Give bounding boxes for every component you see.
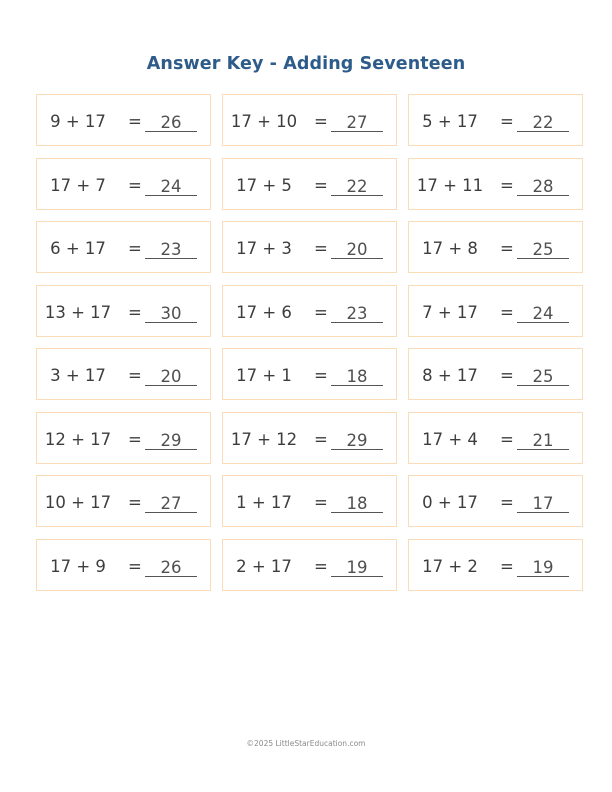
answer-value: 26	[145, 560, 197, 577]
problem-row	[36, 221, 576, 285]
equals-sign: =	[500, 112, 514, 131]
answer-value: 30	[145, 306, 197, 323]
problem-cell	[36, 475, 211, 527]
problem-cell	[222, 94, 397, 146]
equals-sign: =	[128, 302, 142, 322]
problem-text: 17 + 6	[236, 302, 292, 322]
problem-row	[36, 539, 576, 603]
answer-value: 21	[517, 433, 569, 450]
problem-cell	[222, 348, 397, 400]
answer-value: 24	[145, 179, 197, 196]
problem-cell	[408, 285, 583, 337]
problem-cell	[222, 412, 397, 464]
problem-text: 6 + 17	[50, 239, 106, 258]
answer-value: 18	[331, 369, 383, 386]
problem-text: 7 + 17	[422, 302, 478, 322]
equals-sign: =	[314, 239, 328, 258]
problem-text: 2 + 17	[236, 556, 292, 576]
problem-cell	[222, 285, 397, 337]
problem-cell	[222, 158, 397, 210]
problem-cell	[36, 539, 211, 591]
problem-text: 5 + 17	[422, 112, 478, 131]
equals-sign: =	[314, 366, 328, 385]
problem-cell	[36, 285, 211, 337]
equals-sign: =	[128, 429, 142, 449]
problem-cell	[408, 221, 583, 273]
problem-cell	[222, 221, 397, 273]
problem-text: 17 + 4	[422, 429, 478, 449]
problem-text: 8 + 17	[422, 366, 478, 385]
answer-value: 26	[145, 115, 197, 132]
problem-cell	[408, 94, 583, 146]
problem-text: 12 + 17	[44, 429, 112, 449]
problem-cell	[408, 348, 583, 400]
answer-value: 25	[517, 369, 569, 386]
problem-grid	[36, 94, 576, 602]
equals-sign: =	[500, 493, 514, 512]
problem-text: 3 + 17	[50, 366, 106, 385]
problem-text: 17 + 10	[230, 112, 298, 131]
answer-value: 18	[331, 496, 383, 513]
equals-sign: =	[314, 556, 328, 576]
problem-text: 17 + 12	[230, 429, 298, 449]
equals-sign: =	[314, 302, 328, 322]
answer-value: 17	[517, 496, 569, 513]
equals-sign: =	[500, 366, 514, 385]
answer-value: 20	[331, 242, 383, 259]
equals-sign: =	[128, 493, 142, 512]
problem-row	[36, 94, 576, 158]
problem-text: 9 + 17	[50, 112, 106, 131]
problem-text: 17 + 7	[50, 175, 106, 195]
answer-value: 27	[145, 496, 197, 513]
problem-cell	[36, 158, 211, 210]
answer-value: 29	[145, 433, 197, 450]
answer-value: 23	[145, 242, 197, 259]
equals-sign: =	[500, 556, 514, 576]
problem-text: 17 + 11	[416, 175, 484, 195]
problem-cell	[222, 475, 397, 527]
equals-sign: =	[500, 429, 514, 449]
equals-sign: =	[128, 112, 142, 131]
problem-text: 17 + 2	[422, 556, 478, 576]
problem-text: 17 + 3	[236, 239, 292, 258]
equals-sign: =	[128, 556, 142, 576]
problem-row	[36, 475, 576, 539]
problem-text: 17 + 8	[422, 239, 478, 258]
problem-cell	[36, 348, 211, 400]
answer-value: 29	[331, 433, 383, 450]
equals-sign: =	[314, 493, 328, 512]
problem-row	[36, 412, 576, 476]
problem-text: 17 + 5	[236, 175, 292, 195]
problem-row	[36, 285, 576, 349]
equals-sign: =	[314, 175, 328, 195]
answer-value: 19	[331, 560, 383, 577]
answer-value: 23	[331, 306, 383, 323]
problem-cell	[36, 412, 211, 464]
problem-text: 17 + 9	[50, 556, 106, 576]
problem-row	[36, 348, 576, 412]
problem-row	[36, 158, 576, 222]
problem-text: 17 + 1	[236, 366, 292, 385]
equals-sign: =	[500, 302, 514, 322]
problem-cell	[36, 221, 211, 273]
problem-cell	[222, 539, 397, 591]
answer-value: 22	[517, 115, 569, 132]
answer-value: 22	[331, 179, 383, 196]
problem-text: 0 + 17	[422, 493, 478, 512]
equals-sign: =	[314, 429, 328, 449]
problem-text: 1 + 17	[236, 493, 292, 512]
problem-text: 10 + 17	[44, 493, 112, 512]
problem-cell	[408, 158, 583, 210]
answer-value: 27	[331, 115, 383, 132]
copyright-footer: ©2025 LittleStarEducation.com	[246, 739, 366, 748]
problem-cell	[408, 539, 583, 591]
equals-sign: =	[500, 175, 514, 195]
problem-text: 13 + 17	[44, 302, 112, 322]
problem-cell	[36, 94, 211, 146]
answer-value: 24	[517, 306, 569, 323]
equals-sign: =	[500, 239, 514, 258]
answer-value: 28	[517, 179, 569, 196]
page-title: Answer Key - Adding Seventeen	[146, 54, 466, 74]
equals-sign: =	[314, 112, 328, 131]
answer-value: 25	[517, 242, 569, 259]
answer-value: 19	[517, 560, 569, 577]
problem-cell	[408, 412, 583, 464]
equals-sign: =	[128, 239, 142, 258]
answer-value: 20	[145, 369, 197, 386]
problem-cell	[408, 475, 583, 527]
equals-sign: =	[128, 366, 142, 385]
equals-sign: =	[128, 175, 142, 195]
